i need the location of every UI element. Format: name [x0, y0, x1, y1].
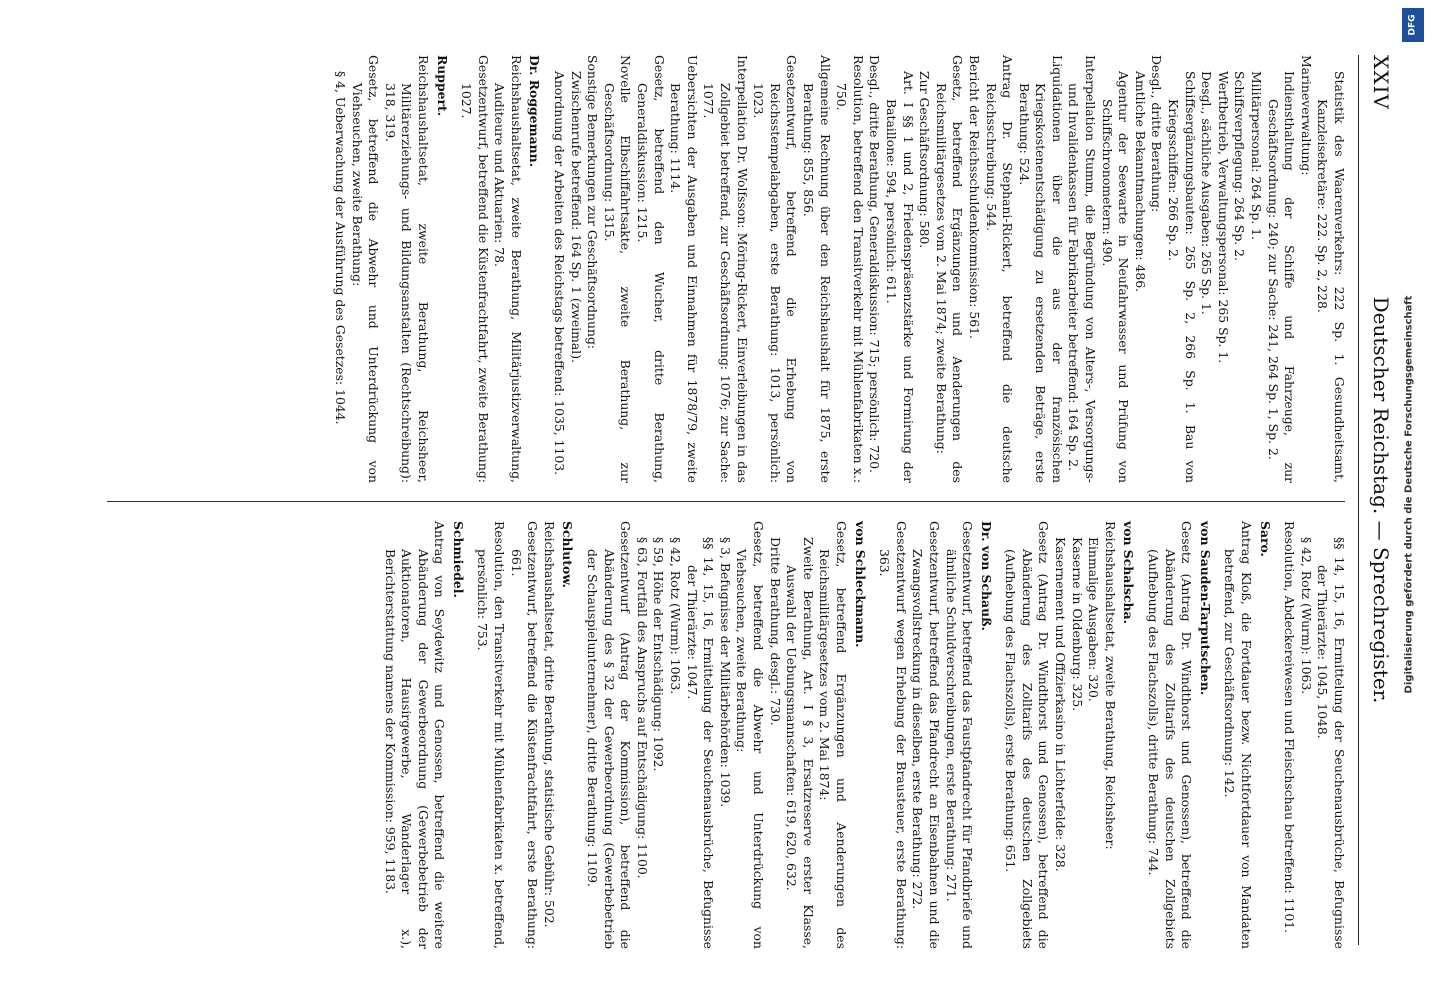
register-entry: Reichshaushaltsetat, dritte Berathung, statistische Gebühr: 502. — [541, 521, 557, 928]
register-entry: Gesetzentwurf, betreffend das Pfandrecht an Eisenbahnen und die Zwangsvollstreckung in dieselben, erste Berathung: 272. — [910, 521, 942, 949]
register-entry: Uebersichten der Ausgaben und Einnahmen für 1878/79, zweite Berathung: 1114. — [668, 55, 700, 483]
register-entry: Desgl., sächliche Ausgaben: 265 Sp. 1. — [1199, 71, 1215, 315]
register-entry: Gesetz, betreffend Ergänzungen und Aenderungen des Reichsmilitärgesetzes vom 2. Mai 1874: — [817, 521, 849, 949]
column-divider — [107, 501, 1345, 502]
register-entry: Zwischenrufe betreffend: 164 Sp. 1 (zweimal). — [568, 71, 584, 364]
register-entry: Desgl., dritte Berathung: — [1149, 55, 1165, 213]
register-entry: Antrag Kloß, die Fortdauer bezw. Nichtfortdauer von Mandaten betreffend, zur Geschäftsordnung: 142. — [1222, 521, 1255, 949]
register-entry: Amtliche Bekanntmachungen: 486. — [1132, 71, 1148, 293]
speaker-name: von Sauden-Tarputschen. — [1197, 521, 1213, 696]
register-entry: Anordnung der Arbeiten des Reichstags betreffend: 1035, 1103. — [552, 71, 568, 476]
register-entry: Liquidationen über die aus der französischen Kriegskostenentschädigung zu ersetzenden Beträge, erste Berathung: 524. — [1016, 55, 1065, 483]
register-entry: Schiffsverpflegung: 264 Sp. 2. — [1232, 71, 1248, 261]
register-entry: § 63, Fortfall des Anspruchs auf Entschädigung: 1100. — [634, 537, 650, 879]
speaker-name: Ruppert. — [434, 55, 450, 117]
digitization-note — [1392, 8, 1426, 988]
register-entry: Einmalige Ausgaben: 320. — [1086, 537, 1102, 702]
register-entry: Desgl., dritte Berathung, Generaldiskussion: 715; persönlich: 720. — [867, 55, 883, 473]
speaker-name: Schlutow. — [560, 521, 576, 588]
speaker-name: Schmiedel. — [450, 521, 466, 598]
register-entry: Zweite Berathung, Art. I § 3, Ersatzreserve erster Klasse, Auswahl der Uebungsmannschaften: 619, 620, 632. — [784, 537, 816, 949]
register-entry: Zur Geschäftsordnung: 580. — [917, 71, 933, 249]
register-entry: Gesetzentwurf, betreffend die Küstenfrachtfahrt, erste Berathung: 661. — [508, 521, 541, 949]
running-title: Deutscher Reichstag. — Sprechregister. — [1369, 296, 1393, 704]
register-entry: Gesetz, betreffend die Abwehr und Unterdrückung von Viehseuchen, zweite Berathung: — [734, 521, 766, 949]
register-entry: §§ 14, 15, 16, Ermittelung der Seuchenausbrüche, Befugnisse der Thierärzte: 1047. — [684, 537, 717, 949]
register-entry: Art. I §§ 1 und 2, Friedenspräsenzstärke und Formirung der Bataillone: 594, persönlich: 611. — [883, 71, 916, 483]
register-entry: Militärpersonal: 264 Sp. 1. — [1249, 71, 1265, 241]
left-column — [331, 55, 1347, 483]
register-entry: Antrag von Seydewitz und Genossen, betreffend die weitere Abänderung der Gewerbeordnung (Gewerbebetrieb der Auktionatoren, Hausirgewerbe, Wanderlager x.), Berichterstattung namens der Kommission: 959, 1183. — [382, 521, 448, 949]
register-entry: Dritte Berathung, desgl.: 730. — [767, 537, 783, 726]
register-entry: Novelle Elbschiffahrtsakte, zweite Berathung, zur Geschäftsordnung: 1315. — [601, 55, 634, 483]
register-entry: Allgemeine Rechnung über den Reichshaushalt für 1875, erste Berathung: 855, 856. — [801, 55, 833, 483]
register-entry: Resolution, den Transitverkehr mit Mühlenfabrikaten x. betreffend, persönlich: 753. — [475, 521, 508, 949]
register-entry: Marineverwaltung: — [1298, 55, 1314, 176]
printed-page — [21, 15, 1411, 985]
register-entry: § 42, Rotz (Wurm): 1063. — [668, 537, 684, 695]
register-entry: Bericht der Reichsschuldenkommission: 561. — [966, 55, 982, 339]
register-entry: § 42, Rotz (Wurm): 1063. — [1298, 537, 1314, 695]
register-entry: §§ 14, 15, 16, Ermittelung der Seuchenausbrüche, Befugnisse der Thierärzte: 1045, 1048. — [1315, 537, 1347, 949]
register-entry: Werftbetrieb, Verwaltungspersonal: 265 Sp. 1. — [1215, 71, 1231, 364]
register-entry: § 4, Ueberwachung der Ausführung des Gesetzes: 1044. — [332, 71, 348, 425]
speaker-name: von Schalscha. — [1121, 521, 1137, 624]
register-entry: Gesetz, betreffend den Wucher, dritte Berathung, Generaldiskussion: 1215. — [635, 55, 667, 483]
register-entry: Kaserne in Oldenburg: 325. — [1069, 537, 1085, 712]
register-entry: Gesetz, betreffend Ergänzungen und Aenderungen des Reichsmilitärgesetzes vom 2. Mai 1874; zweite Berathung: — [933, 55, 966, 483]
register-entry: Kasernement und Offizierkasino in Lichterfelde: 328. — [1053, 537, 1069, 872]
speaker-name: Saro. — [1257, 521, 1273, 557]
register-entry: Gesetzentwurf wegen Erhebung der Brausteuer, erste Berathung: 363. — [877, 521, 909, 949]
register-entry: § 3, Befugnisse der Militärbehörden: 1039. — [717, 537, 733, 808]
register-entry: Gesetzentwurf, betreffend das Faustpfandrecht für Pfandbriefe und ähnliche Schuldverschreibungen, erste Berathung: 271. — [943, 521, 976, 949]
register-entry: Reichshaushaltsetat, zweite Berathung, Militärjustizverwaltung, Auditeure und Aktuarien: 78. — [492, 55, 524, 483]
register-entry: Agentur der Seewarte in Neufahrwasser und Prüfung von Schiffschronometern: 490. — [1099, 71, 1132, 483]
funding-credit: Digitalisierung gefördert durch die Deutsche Forschungsgemeinschaft — [1403, 295, 1415, 694]
register-entry: Gesetzentwurf, betreffend die Küstenfrachtfahrt, zweite Berathung: 1027. — [459, 55, 491, 483]
register-entry: Interpellation Dr. Wolfsson: Möring-Rickert, Einverleibungen in das Zollgebiet betreffend, zur Geschäftsordnung: 1076; zur Sache: 1077. — [701, 55, 750, 483]
register-entry: Schiffsergänzungsbauten: 265 Sp. 2, 266 Sp. 1. Bau von Kriegsschiffen: 266 Sp. 2. — [1166, 71, 1198, 483]
header-rule — [1358, 55, 1359, 945]
register-entry: Resolution, betreffend den Transitverkehr mit Mühlenfabrikaten x.: 750. — [834, 55, 866, 483]
register-entry: § 59, Höhe der Entschädigung: 1092. — [651, 537, 667, 772]
register-entry: Antrag Dr. Stephani-Rickert, betreffend die deutsche Reichsschreibung: 544. — [983, 55, 1016, 483]
register-entry: Statistik des Waarenverkehrs: 222 Sp. 1. Gesundheitsamt, Kanzleisekretäre: 222. Sp. 2, 228. — [1315, 71, 1347, 483]
register-entry: Gesetzentwurf, betreffend die Erhebung von Reichsstempelabgaben, erste Berathung: 1013, persönlich: 1023. — [751, 55, 800, 483]
speaker-name: Dr. Roggemann. — [527, 55, 543, 168]
register-entry: Gesetzentwurf (Antrag der Kommission), betreffend die Abänderung des § 32 der Gewerbeordnung (Gewerbebetrieb der Schauspielunternehmer), dritte Berathung: 1109. — [585, 521, 634, 949]
register-entry: Gesetz (Antrag Dr. Windthorst und Genossen), betreffend die Abänderung des Zolltarifs des deutschen Zollgebiets (Aufhebung des Flachszolls), erste Berathung: 651. — [1003, 521, 1052, 949]
register-entry: Sonstige Bemerkungen zur Geschäftsordnung: — [585, 55, 601, 350]
register-entry: Indiensthaltung der Schiffe und Fahrzeuge, zur Geschäftsordnung: 240; zur Sache: 241, 264 Sp. 1, Sp. 2. — [1265, 71, 1298, 483]
register-entry: Gesetz (Antrag Dr. Windthorst und Genossen), betreffend die Abänderung des Zolltarifs des deutschen Zollgebiets (Aufhebung des Flachszolls), dritte Berathung: 744. — [1146, 521, 1195, 949]
register-entry: Interpellation Stumm, die Begründung von Alters-, Versorgungs- und Invalidenkassen für Fabrikarbeiter betreffend: 164 Sp. 2. — [1066, 55, 1099, 483]
speaker-name: Dr. von Schauß. — [978, 521, 994, 631]
page-number: XXIV — [1369, 55, 1393, 110]
register-entry: Resolution, Abdeckereiwesen und Fleischschau betreffend: 1101. — [1282, 521, 1298, 934]
right-column — [381, 521, 1347, 949]
speaker-name: von Schleckmann. — [852, 521, 868, 648]
register-entry: Reichshaushaltsetat, zweite Berathung, Reichsheer, Militärerziehungs- und Bildungsanstalten (Rechtschreibung): 318, 319. — [382, 55, 431, 483]
dfg-logo-text: DFG — [1407, 14, 1418, 36]
register-entry: Gesetz, betreffend die Abwehr und Unterdrückung von Viehseuchen, zweite Berathung: — [349, 55, 382, 483]
register-entry: Reichshaushaltsetat, zweite Berathung, Reichsheer: — [1102, 521, 1118, 850]
dfg-logo — [1402, 8, 1424, 42]
